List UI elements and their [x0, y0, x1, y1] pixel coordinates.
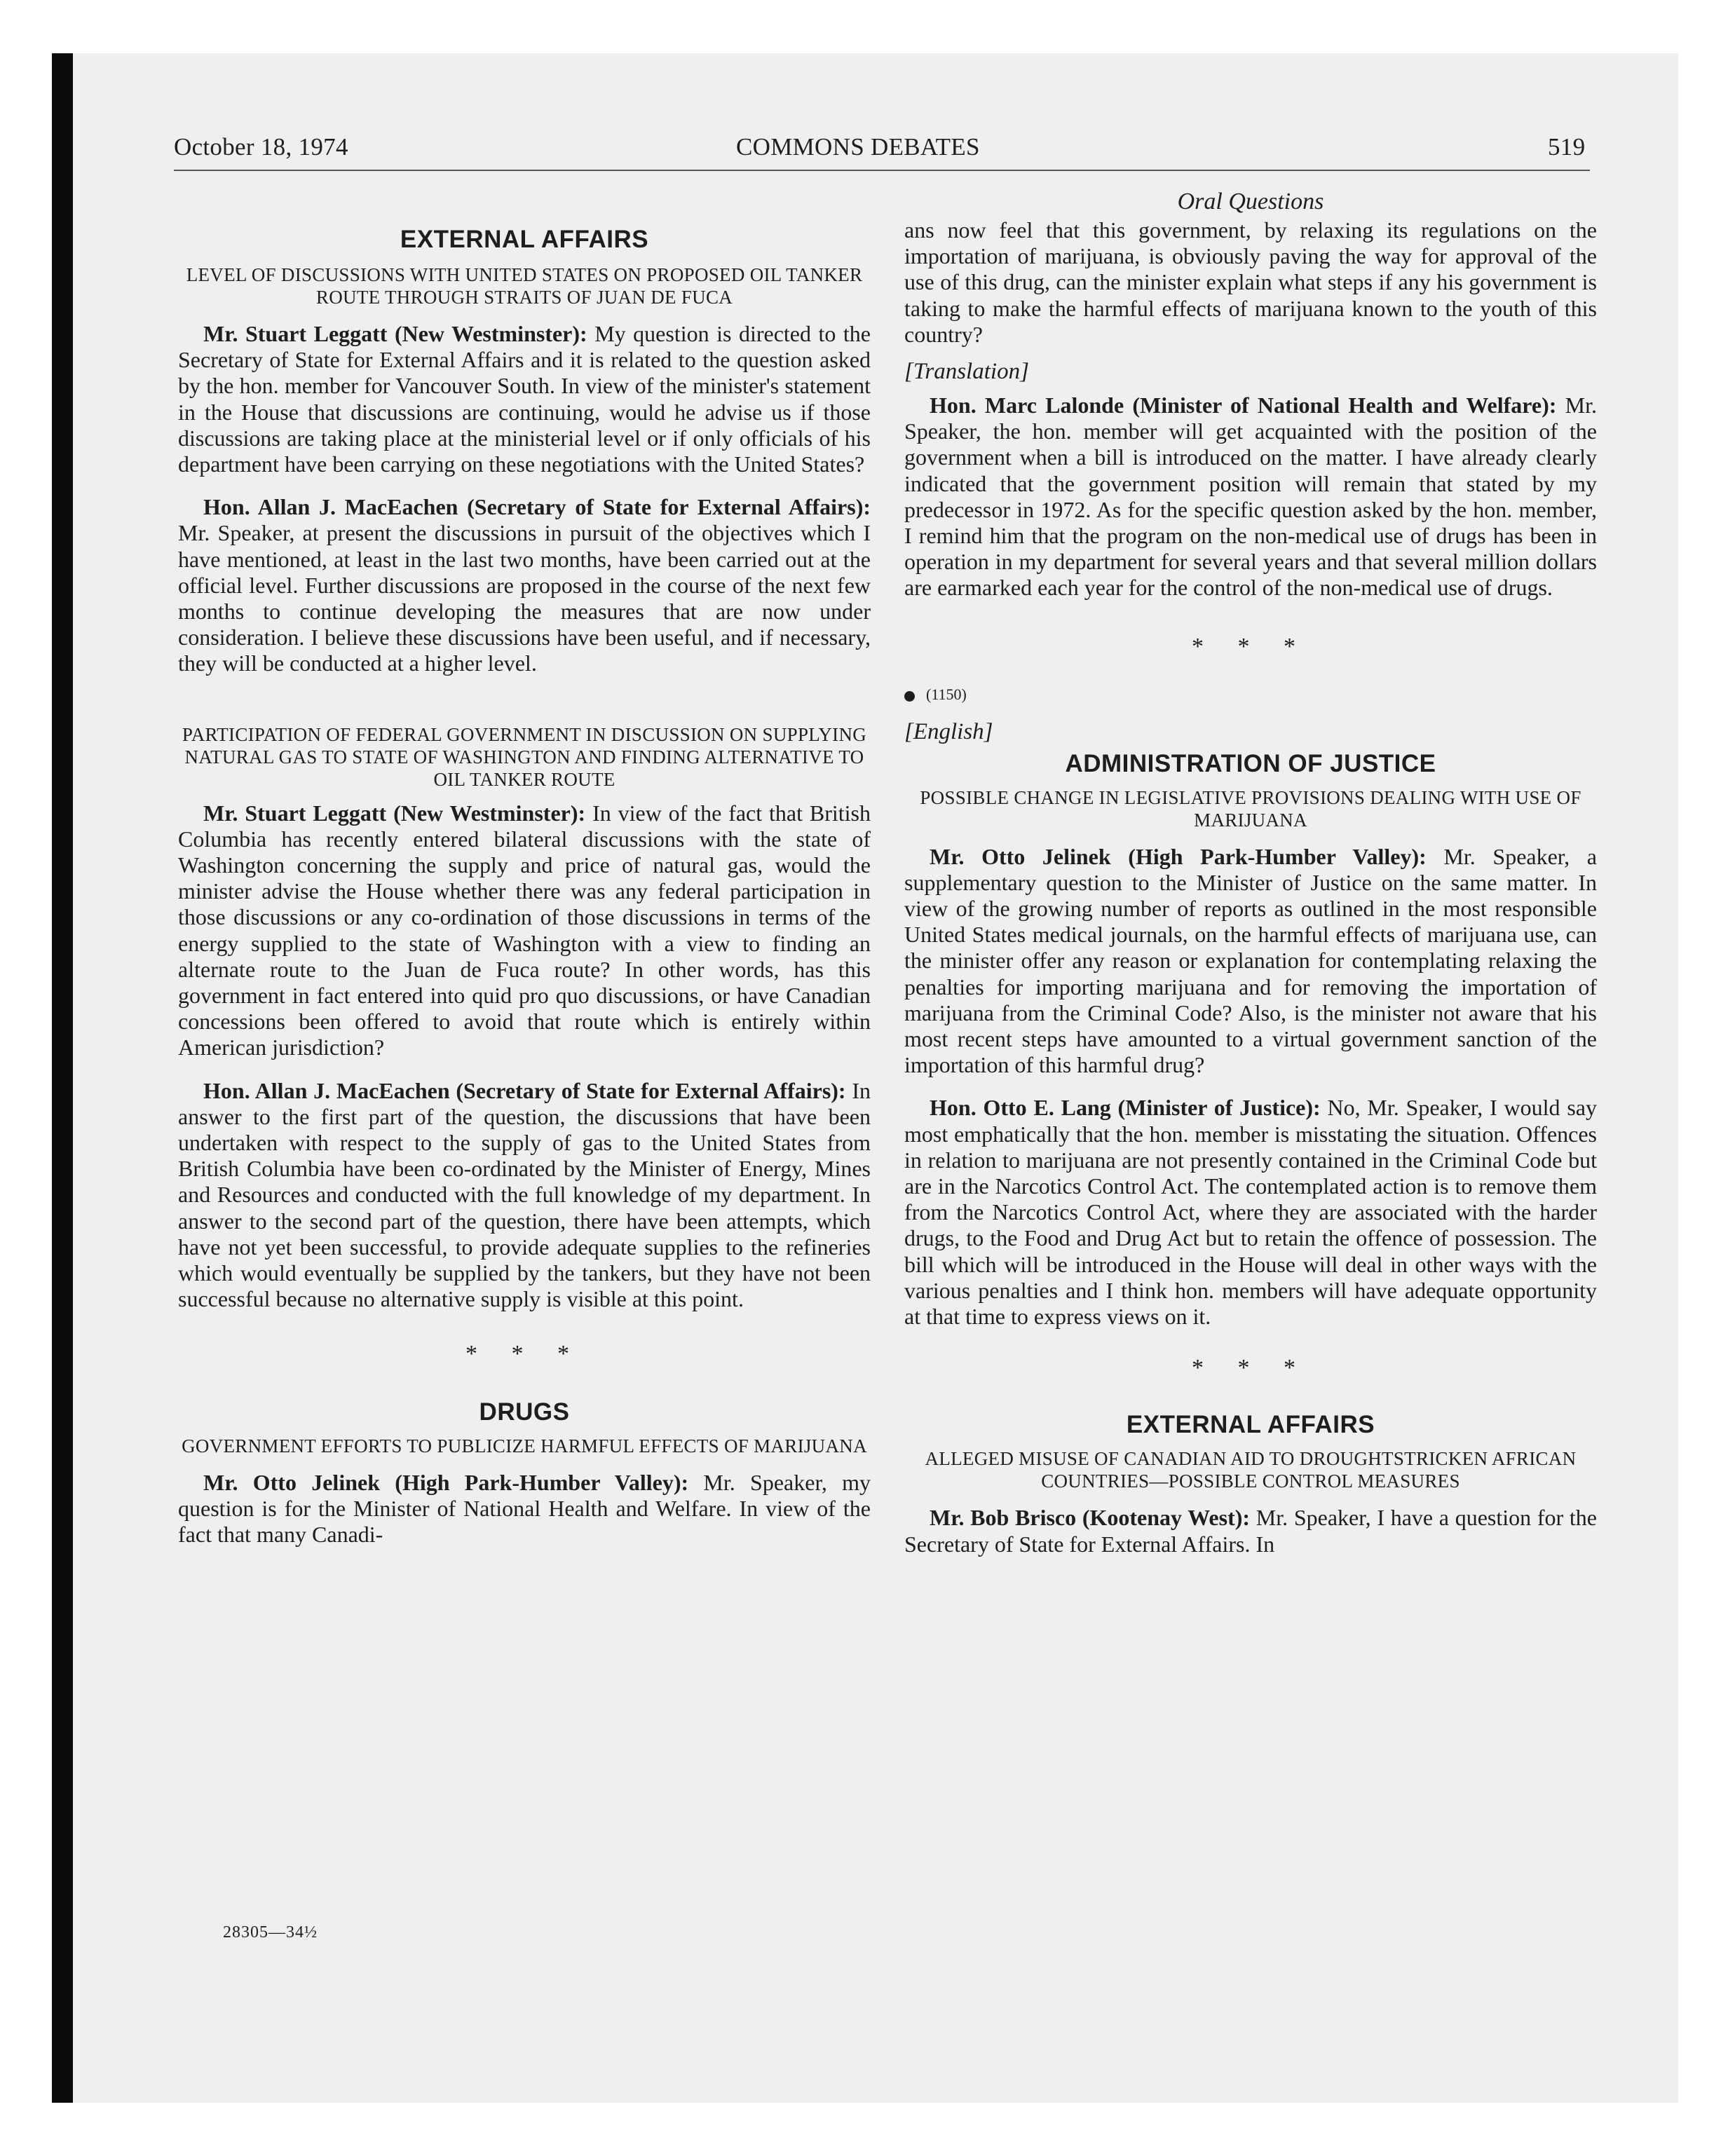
- time-marker: [904, 684, 1597, 705]
- speaker-name: Mr. Stuart Leggatt (New Westminster):: [203, 800, 586, 826]
- section-separator: * * *: [465, 1340, 583, 1367]
- speech-block: [178, 800, 871, 1313]
- section-heading: EXTERNAL AFFAIRS: [1126, 1411, 1375, 1439]
- speech-block: [904, 393, 1597, 601]
- scan-edge: [52, 53, 73, 2103]
- speech-text: Mr. Speaker, I have a question for the Secretary of State for External Affairs. In: [904, 1505, 1597, 1557]
- speech-paragraph: [904, 1095, 1597, 1330]
- bullet-icon: [904, 691, 915, 702]
- speech-paragraph: [904, 1505, 1597, 1557]
- speech-block: [178, 321, 871, 677]
- speech-paragraph: [178, 1470, 871, 1548]
- speech-paragraph: [178, 494, 871, 676]
- speech-text: Mr. Speaker, the hon. member will get acquainted with the position of the government when a bill is introduced on the matter. I have already clearly indicated that the government position will remain that stated by my predecessor in 1972. As for the specific question asked by the hon. member, I remind him that the program on the non-medical use of drugs has been in operation in my department for several years and that several million dollars are earmarked each year for the control of the non-medical use of drugs.: [904, 393, 1598, 601]
- speech-paragraph: ans now feel that this government, by relaxing its regulations on the importation of marijuana, is obviously paving the way for approval of the use of this drug, can the minister explain what steps if any his government is taking to make the harmful effects of marijuana known to the youth of this country?: [904, 217, 1597, 347]
- speech-text: No, Mr. Speaker, I would say most emphatically that the hon. member is misstating the situation. Offences in relation to marijuana are not presently contained in the Criminal Code but are in the Narcotics Control Act. The contemplated action is to remove them from the Narcotics Control Act, where they are associated with the harder drugs, to the Food and Drug Act but to retain the offence of possession. The bill which will be introduced in the House will deal in other ways with the various penalties and I think hon. members will have adequate opportunity at that time to express views on it.: [904, 1095, 1598, 1330]
- speech-text: In view of the fact that British Columbia has recently entered bilateral discussions with the state of Washington concerning the supply and price of natural gas, would the minister advise the House whether there was any federal participation in those discussions or any co-ordination of those discussions in terms of the energy supplied to the state of Washington with a view to finding an alternate route to the Juan de Fuca route? In other words, has this government in fact entered into quid pro quo discussions, or have Canadian concessions been offered to avoid that route which is entirely within American jurisdiction?: [178, 800, 871, 1060]
- left-column: [178, 184, 871, 1548]
- section-subheading: ALLEGED MISUSE OF CANADIAN AID TO DROUGHTSTRICKEN AFRICAN COUNTRIES—POSSIBLE CONTROL MEASURES: [925, 1448, 1577, 1492]
- speaker-name: Mr. Stuart Leggatt (New Westminster):: [203, 321, 587, 346]
- speaker-name: Mr. Otto Jelinek (High Park-Humber Valley):: [203, 1469, 689, 1495]
- section-heading: DRUGS: [479, 1398, 570, 1426]
- section-heading: ADMINISTRATION OF JUSTICE: [1065, 749, 1436, 777]
- translation-label: [Translation]: [904, 359, 1029, 385]
- print-code: 28305—34½: [223, 1923, 318, 1942]
- speech-paragraph: [904, 844, 1597, 1079]
- speech-text: My question is directed to the Secretary of State for External Affairs and it is related to the question asked by the hon. member for Vancouver South. In view of the minister's statement in the House that discussions are continuing, would he advise us if those discussions are taking place at the ministerial level or if only officials of his department have been carrying on these negotiations with the United States?: [178, 321, 871, 477]
- section-heading: EXTERNAL AFFAIRS: [400, 226, 649, 253]
- speech-text: Mr. Speaker, a supplementary question to the Minister of Justice on the same matter. In view of the growing number of reports as outlined in the most responsible United States medical journals, on the harmful effects of marijuana use, can the minister offer any reason or explanation for contemplating relaxing the penalties for importing marijuana and for removing the importation of marijuana from the Criminal Code? Also, is the minister not aware that his most recent steps have amounted to a virtual government sanction of the importation of this harmful drug?: [904, 843, 1598, 1078]
- header-publication: COMMONS DEBATES: [736, 133, 980, 161]
- speaker-name: Mr. Bob Brisco (Kootenay West):: [930, 1505, 1251, 1531]
- speaker-name: Hon. Allan J. MacEachen (Secretary of State for External Affairs):: [203, 1077, 846, 1103]
- section-marker: Oral Questions: [1177, 189, 1324, 214]
- speech-paragraph: [178, 321, 871, 477]
- speaker-name: Hon. Allan J. MacEachen (Secretary of State for External Affairs):: [203, 494, 871, 520]
- speech-block: [904, 844, 1597, 1330]
- header-page-number: 519: [1548, 133, 1586, 161]
- section-subheading: PARTICIPATION OF FEDERAL GOVERNMENT IN DISCUSSION ON SUPPLYING NATURAL GAS TO STATE OF WASHINGTON AND FINDING ALTERNATIVE TO OIL TANKER ROUTE: [182, 723, 867, 790]
- speech-paragraph: [178, 1078, 871, 1313]
- speech-text: Mr. Speaker, my question is for the Minister of National Health and Welfare. In view of the fact that many Canadi-: [178, 1469, 871, 1547]
- right-column: [904, 184, 1597, 1557]
- speaker-name: Hon. Marc Lalonde (Minister of National Health and Welfare):: [930, 393, 1557, 418]
- header-rule: [174, 170, 1590, 171]
- section-separator: * * *: [1192, 633, 1309, 660]
- speaker-name: Hon. Otto E. Lang (Minister of Justice):: [930, 1095, 1321, 1121]
- speech-paragraph: [904, 393, 1597, 601]
- speech-block: [904, 1505, 1597, 1557]
- time-label: (1150): [926, 685, 967, 703]
- english-label: [English]: [904, 718, 993, 744]
- section-subheading: LEVEL OF DISCUSSIONS WITH UNITED STATES ON PROPOSED OIL TANKER ROUTE THROUGH STRAITS OF JUAN DE FUCA: [186, 264, 863, 308]
- header-date: October 18, 1974: [174, 133, 348, 161]
- section-separator: * * *: [1192, 1355, 1309, 1381]
- speech-text: In answer to the first part of the question, the discussions that have been undertaken with respect to the supply of gas to the United States from British Columbia have been co-ordinated by the Minister of Energy, Mines and Resources and conducted with the full knowledge of my department. In answer to the second part of the question, there have been attempts, which have not yet been successful, to provide adequate supplies to the refineries which would eventually be supplied by the tankers, but they have not been successful because no alternative supply is visible at this point.: [178, 1077, 871, 1312]
- speaker-name: Mr. Otto Jelinek (High Park-Humber Valley):: [930, 843, 1427, 869]
- speech-block: [178, 1470, 871, 1548]
- section-subheading: GOVERNMENT EFFORTS TO PUBLICIZE HARMFUL EFFECTS OF MARIJUANA: [182, 1435, 867, 1456]
- section-subheading: POSSIBLE CHANGE IN LEGISLATIVE PROVISIONS DEALING WITH USE OF MARIJUANA: [920, 786, 1581, 831]
- speech-paragraph: [178, 800, 871, 1061]
- speech-text: Mr. Speaker, at present the discussions in pursuit of the objectives which I have mentioned, at least in the last two months, have been carried out at the official level. Further discussions are proposed in the course of the next few months to continue developing the measures that are now under consideration. I believe these discussions have been useful, and if necessary, they will be conducted at a higher level.: [178, 520, 871, 676]
